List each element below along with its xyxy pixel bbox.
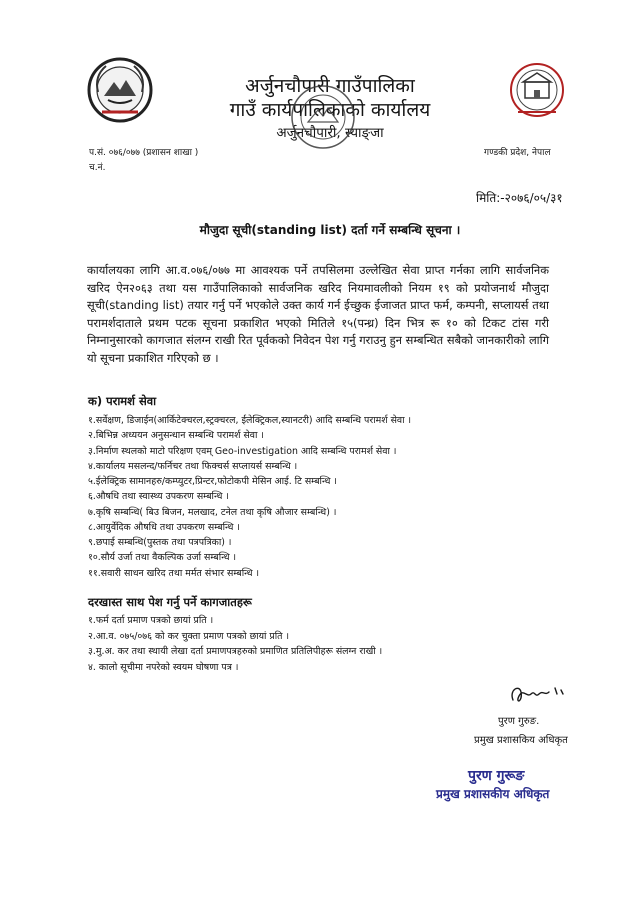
dispatch-number: च.नं. xyxy=(89,163,106,173)
handwritten-signature xyxy=(505,680,575,710)
list-item: ४.कार्यालय मसलन्द/फर्निचर तथा फिक्चर्स सप्लायर्स सम्बन्धि । xyxy=(88,460,298,472)
notice-body: कार्यालयका लागि आ.व.०७६/०७७ मा आवश्यक पर्ने तपसिलमा उल्लेखित सेवा प्राप्त गर्नका लागि सार्वजनिक खरिद ऐन२०६३ तथा यस गाउँपालिकाको सार्वजनिक खरिद नियमावलीको नियम १९ को प्रयोजनार्थ मौजुदा सूची(standing list) तयार गर्नु पर्ने भएकोले उक्त कार्य गर्न ईच्छुक ईजाजत प्राप्त फर्म, कम्पनी, सप्लायर्स तथा परामर्शदाताले प्रथम पटक सूचना प्रकाशित भएको मितिले १५(पन्ध्र) दिन भित्र रू १० को टिकट टांस गरी निम्नानुसारको कागजात संलग्न राखी रित पूर्वकको निवेदन पेश गर्नु गराउनु हुन सम्बन्धित सबैको जानकारीको लागि यो सूचना प्रकाशित गरिएको छ । xyxy=(87,263,549,365)
list-item: १.सर्वेक्षण, डिजाईन(आर्किटेक्चरल,स्ट्रक्चरल, ईलेक्ट्रिकल,स्यानटरी) आदि सम्बन्धि परामर्श सेवा । xyxy=(88,415,412,426)
nepal-emblem-icon xyxy=(86,56,154,124)
municipality-logo-icon xyxy=(508,60,566,122)
office-name-line1: अर्जुनचौपारी गाउँपालिका xyxy=(245,75,415,97)
list-item: ६.औषधि तथा स्वास्थ्य उपकरण सम्बन्धि । xyxy=(88,491,229,503)
list-item: ५.ईलेक्ट्रिक सामानहरु/कम्प्युटर,प्रिन्टर,फोटोकपी मेसिन आई. टि सम्बन्धि । xyxy=(88,476,337,487)
province-label: गण्डकी प्रदेश, नेपाल xyxy=(484,148,551,158)
required-documents-list xyxy=(88,613,558,675)
name-stamp: पुरण गुरूङ xyxy=(468,768,525,784)
list-item: ९.छपाई सम्बन्धि(पुस्तक तथा पत्रपत्रिका) । xyxy=(88,537,232,548)
list-item: ११.सवारी साधन खरिद तथा मर्मत संभार सम्बन्धि । xyxy=(88,567,260,579)
list-item: ३.निर्माण स्थलको माटो परिक्षण एवम् Geo-investigation आदि सम्बन्धि परामर्श सेवा । xyxy=(88,445,397,457)
office-address: अर्जुनचौपारी, स्याङ्जा xyxy=(276,125,384,141)
designation-stamp: प्रमुख प्रशासकीय अधिकृत xyxy=(436,787,550,801)
consulting-services-list xyxy=(88,413,558,581)
list-item: ८.आयुर्वेदिक औषधि तथा उपकरण सम्बन्धि । xyxy=(88,521,240,533)
list-item: ४. कालो सूचीमा नपरेको स्वयम घोषणा पत्र । xyxy=(88,661,239,673)
signatory-designation: प्रमुख प्रशासकिय अधिकृत xyxy=(474,735,568,746)
list-item: २.बिभिन्न अध्ययन अनुसन्धान सम्बन्धि परामर्श सेवा । xyxy=(88,430,264,442)
list-item: २.आ.व. ०७५/०७६ को कर चुक्ता प्रमाण पत्रको छायां प्रति । xyxy=(88,630,290,642)
office-name-line2: गाउँ कार्यपालिकाको कार्यालय xyxy=(229,99,431,121)
list-item: १.फर्म दर्ता प्रमाण पत्रको छायां प्रति । xyxy=(88,615,214,626)
notice-subject: मौजुदा सूची(standing list) दर्ता गर्ने सम्बन्धि सूचना । xyxy=(199,223,461,237)
section-documents-title: दरखास्त साथ पेश गर्नु पर्ने कागजातहरू xyxy=(88,595,252,609)
list-item: ३.मु.अ. कर तथा स्थायी लेखा दर्ता प्रमाणपत्रहरुको प्रमाणित प्रतिलिपीहरू संलग्न राखी । xyxy=(88,646,383,658)
notice-date: मिति:-२०७६/०५/३१ xyxy=(476,191,563,205)
reference-number: प.सं. ०७६/०७७ (प्रशासन शाखा ) xyxy=(89,148,199,158)
list-item: १०.सौर्य उर्जा तथा वैकल्पिक उर्जा सम्बन्धि । xyxy=(88,552,237,564)
list-item: ७.कृषि सम्बन्धि( बिउ बिजन, मलखाद, टनेल तथा कृषि औजार सम्बन्धि) । xyxy=(88,506,337,518)
signatory-name: पुरण गुरुङ. xyxy=(498,716,540,727)
official-seal-icon xyxy=(288,82,358,152)
section-consulting-title: क) परामर्श सेवा xyxy=(88,394,157,408)
